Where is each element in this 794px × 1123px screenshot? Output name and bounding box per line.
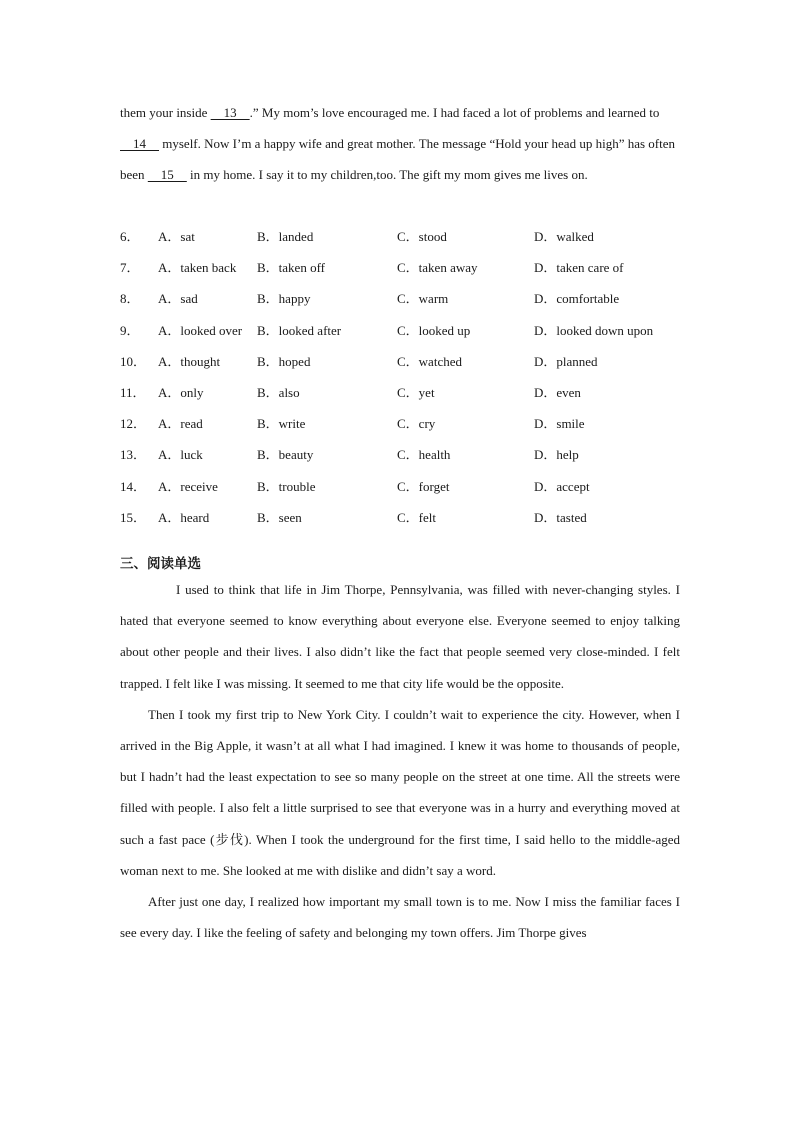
option-a: A．taken back <box>158 260 237 276</box>
option-c: C．health <box>397 447 451 463</box>
option-c: C．felt <box>397 509 436 525</box>
option-a: A．luck <box>158 447 203 463</box>
option-b: B．happy <box>257 291 311 307</box>
option-a: A．looked over <box>158 322 243 338</box>
option-b: B．also <box>257 384 300 400</box>
passage-text: myself. Now I’m a happy wife and great mother. The message “Hold your head up high” has often been <box>120 136 676 183</box>
question-row-10 <box>120 346 720 377</box>
option-c: C．stood <box>397 229 447 244</box>
answer-options <box>120 221 720 533</box>
question-number: 12． <box>120 416 147 432</box>
option-b: B．write <box>257 416 306 432</box>
reading-passage <box>120 574 680 948</box>
option-a: A．thought <box>158 353 221 369</box>
option-c: C．watched <box>397 353 462 369</box>
question-number: 9． <box>120 322 140 338</box>
option-b: B．seen <box>257 509 302 525</box>
option-b: B．taken off <box>257 260 325 276</box>
question-row-13 <box>120 439 720 470</box>
reading-paragraph-1: I used to think that life in Jim Thorpe, Pennsylvania, was filled with never-changing styles. I hated that everyone seemed to know everything about everyone else. Everyone seemed to enjoy talking about other people and their lives. I also didn’t like the fact that people seemed very close-minded. I felt trapped. I felt like I was missing. It seemed to me that city life would be the opposite. <box>120 582 680 691</box>
question-number: 14． <box>120 478 147 494</box>
option-d: D．tasted <box>534 509 587 525</box>
passage-text: .” My mom’s love encouraged me. I had faced a lot of problems and learned to <box>249 105 660 120</box>
question-number: 8． <box>120 291 140 307</box>
cloze-passage-end <box>120 97 680 191</box>
option-d: D．accept <box>534 478 590 494</box>
question-number: 11． <box>120 384 146 400</box>
question-row-9 <box>120 315 720 346</box>
section-heading: 三、阅读单选 <box>120 556 201 572</box>
blank-15: 15 <box>147 167 187 183</box>
question-row-6 <box>120 221 720 252</box>
option-a: A．sat <box>158 229 195 244</box>
option-c: C．cry <box>397 416 436 432</box>
option-d: D．smile <box>534 416 585 432</box>
option-b: B．beauty <box>257 447 314 463</box>
option-d: D．taken care of <box>534 260 624 276</box>
option-c: C．warm <box>397 291 449 307</box>
question-row-8 <box>120 283 720 314</box>
blank-14: 14 <box>120 136 159 152</box>
option-d: D．even <box>534 384 581 400</box>
option-a: A．receive <box>158 478 218 494</box>
option-a: A．only <box>158 384 204 400</box>
question-row-12 <box>120 408 720 439</box>
option-b: B．trouble <box>257 478 316 494</box>
question-row-14 <box>120 471 720 502</box>
blank-13: 13 <box>210 105 250 120</box>
option-a: A．sad <box>158 291 198 307</box>
question-number: 10． <box>120 353 147 369</box>
option-d: D．help <box>534 447 579 463</box>
option-c: C．taken away <box>397 260 478 276</box>
question-number: 7． <box>120 260 140 276</box>
question-row-7 <box>120 252 720 283</box>
question-row-11 <box>120 377 720 408</box>
option-b: B．landed <box>257 229 314 244</box>
option-a: A．read <box>158 416 203 432</box>
option-b: B．hoped <box>257 353 311 369</box>
reading-paragraph-2: Then I took my first trip to New York City. I couldn’t wait to experience the city. However, when I arrived in the Big Apple, it wasn’t at all what I had imagined. I knew it was home to thousands of people, but I hadn’t had the least expectation to see so many people on the street at one time. All the streets were filled with people. I also felt a little surprised to see that everyone was in a hurry and everything moved at such a fast pace (步伐). When I took the underground for the first time, I said hello to the middle-aged woman next to me. She looked at me with dislike and didn’t say a word. <box>120 706 680 878</box>
passage-text: them your inside <box>120 105 211 120</box>
reading-paragraph-3: After just one day, I realized how important my small town is to me. Now I miss the familiar faces I see every day. I like the feeling of safety and belonging my town offers. Jim Thorpe gives <box>120 894 680 941</box>
option-d: D．comfortable <box>534 291 620 307</box>
question-row-15 <box>120 502 720 533</box>
option-a: A．heard <box>158 509 210 525</box>
option-c: C．looked up <box>397 322 471 338</box>
option-d: D．walked <box>534 229 594 244</box>
option-c: C．yet <box>397 384 435 400</box>
option-d: D．planned <box>534 353 598 369</box>
option-b: B．looked after <box>257 322 342 338</box>
passage-text: in my home. I say it to my children,too. The gift my mom gives me lives on. <box>186 167 588 183</box>
question-number: 15． <box>120 509 147 525</box>
option-d: D．looked down upon <box>534 322 654 338</box>
question-number: 6． <box>120 229 140 244</box>
option-c: C．forget <box>397 478 450 494</box>
question-number: 13． <box>120 447 147 463</box>
